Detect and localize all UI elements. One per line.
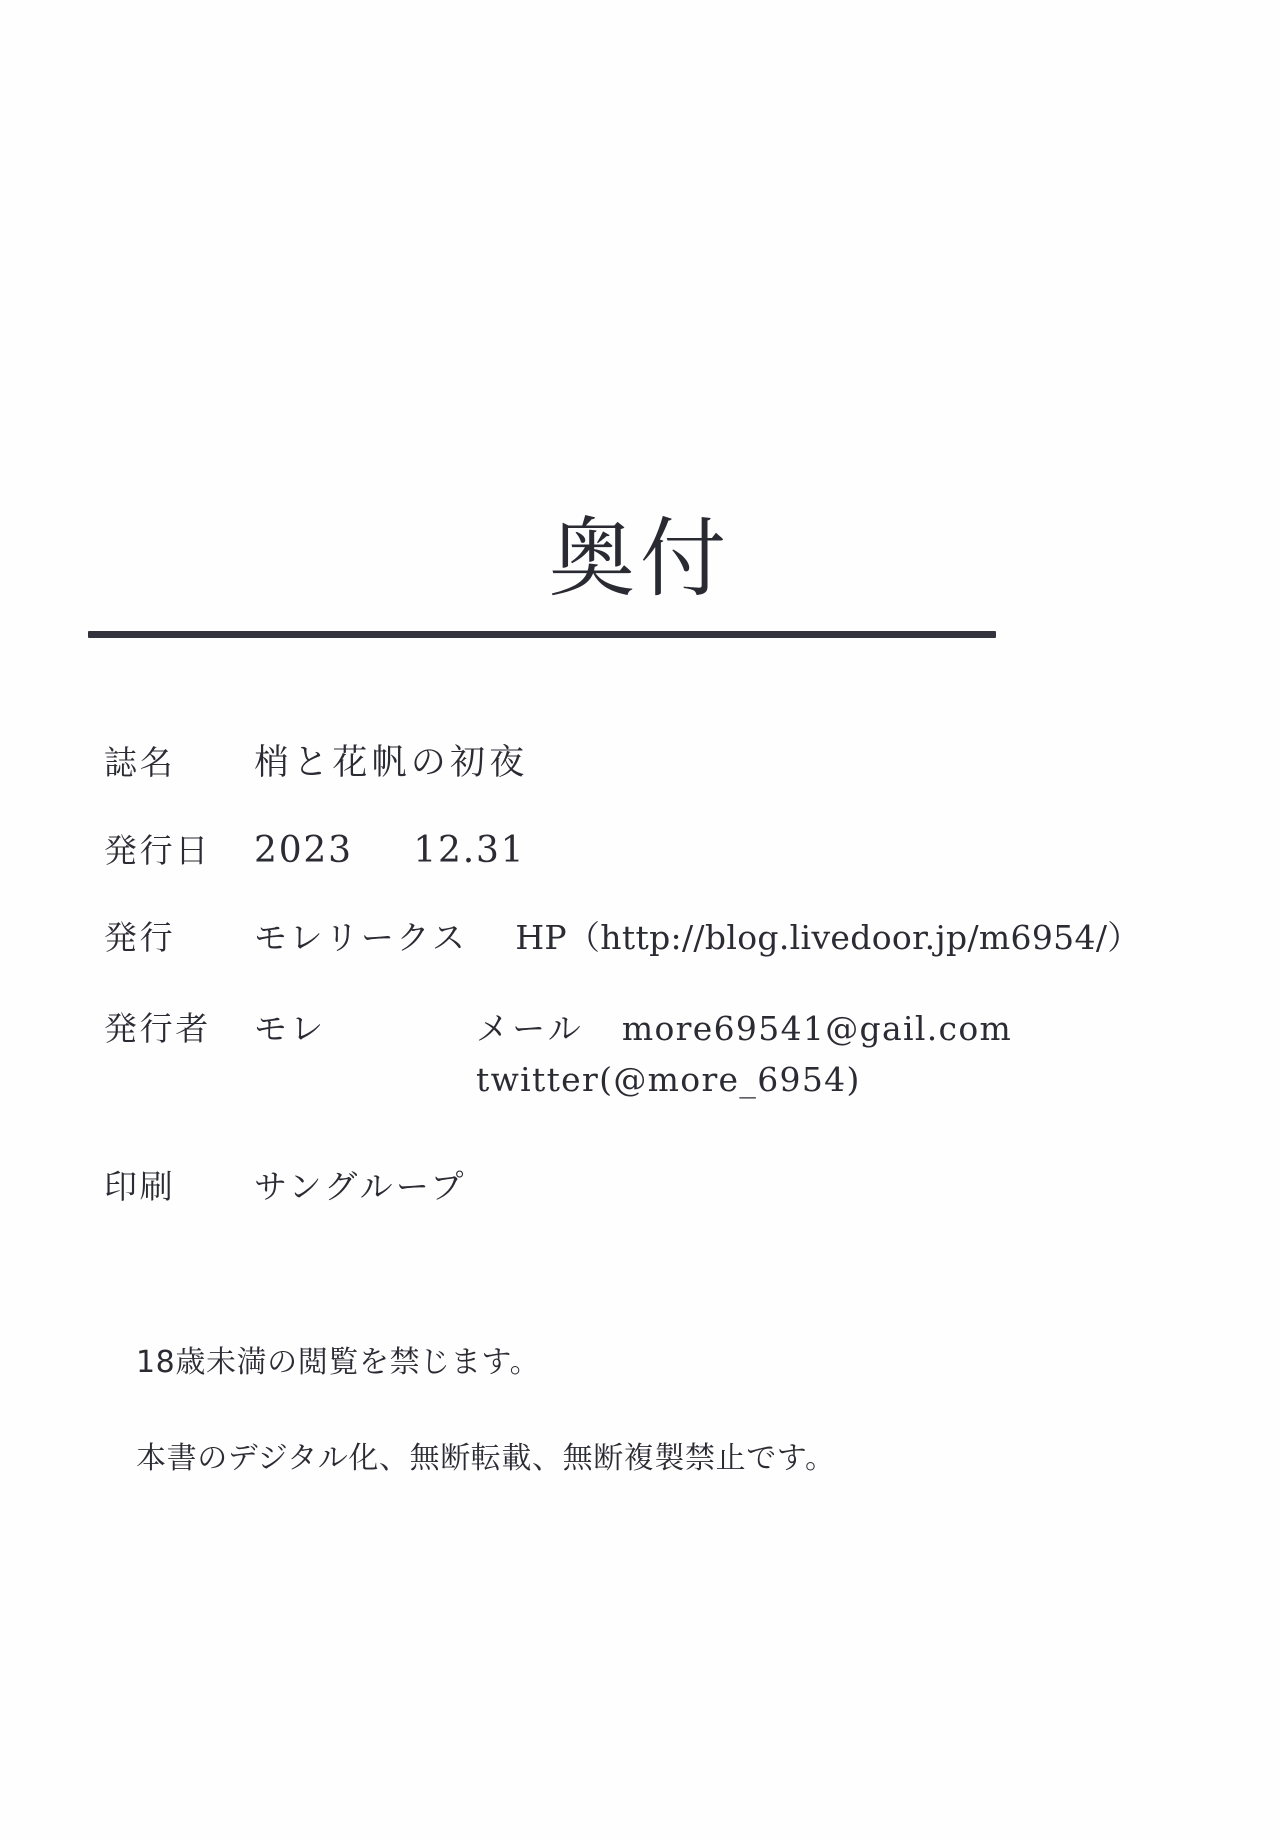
label-printer: 印刷: [104, 1167, 176, 1206]
row-twitter: [254, 1060, 1204, 1099]
twitter-handle[interactable]: twitter(@more_6954): [476, 1060, 861, 1099]
colophon-info-block: [104, 735, 1204, 1208]
publish-year: 2023: [254, 830, 353, 871]
notice-copyright: 本書のデジタル化、無断転載、無断複製禁止です。: [136, 1441, 836, 1476]
label-publisher: 発行: [104, 918, 176, 957]
publisher-homepage-url[interactable]: HP（http://blog.livedoor.jp/m6954/）: [515, 918, 1141, 957]
label-publish-date: 発行日: [104, 831, 211, 870]
mail-address[interactable]: more69541@gail.com: [621, 1009, 1013, 1048]
title-divider: [88, 631, 996, 638]
value-printer: サングループ: [254, 1167, 467, 1206]
page-title: 奥付: [548, 509, 732, 609]
row-author: [104, 1003, 1204, 1050]
notices-block: [136, 1337, 1136, 1529]
row-publisher: [104, 912, 1204, 959]
row-printer: [104, 1161, 1204, 1208]
author-name: モレ: [254, 1009, 327, 1048]
publish-day: 12.31: [413, 830, 526, 871]
publisher-name: モレリークス: [254, 918, 468, 957]
row-publish-date: [104, 825, 1204, 872]
value-author: [254, 1003, 1012, 1050]
label-author: 発行者: [104, 1009, 211, 1048]
row-magazine-title: [104, 735, 1204, 785]
value-publish-date: [254, 830, 525, 871]
value-magazine-title: 梢と花帆の初夜: [254, 743, 529, 783]
label-magazine-title: 誌名: [104, 743, 176, 782]
notice-age-restriction: 18歳未満の閲覧を禁じます。: [136, 1345, 541, 1380]
label-mail: メール: [475, 1009, 585, 1048]
value-publisher: [254, 912, 1141, 959]
